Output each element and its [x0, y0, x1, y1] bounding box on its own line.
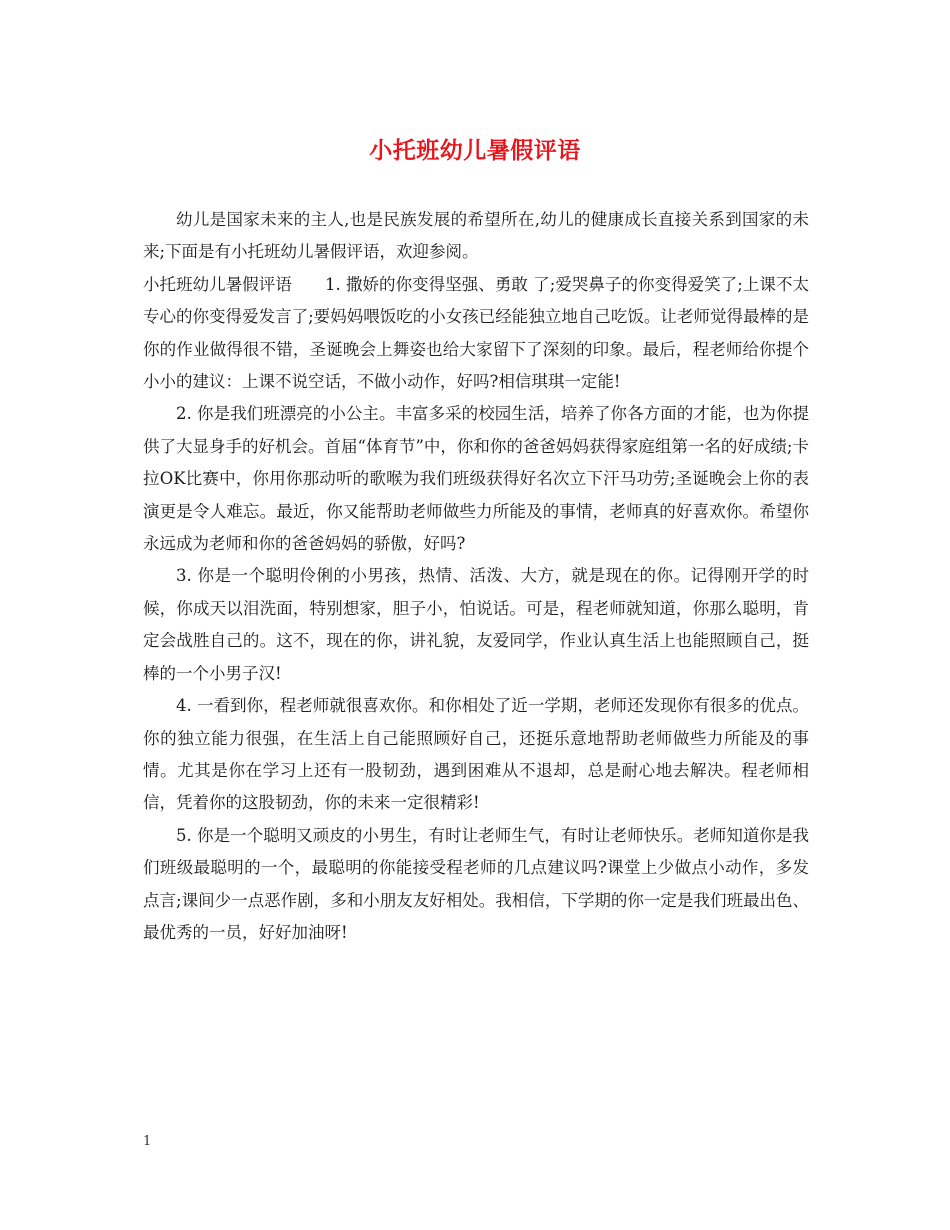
page-number: 1	[143, 1134, 152, 1149]
intro-paragraph: 幼儿是国家未来的主人,也是民族发展的希望所在,幼儿的健康成长直接关系到国家的未来;下面是有小托班幼儿暑假评语，欢迎参阅。	[143, 210, 809, 262]
document-body	[143, 204, 809, 949]
comment-paragraph-3: 3. 你是一个聪明伶俐的小男孩，热情、活泼、大方，就是现在的你。记得刚开学的时候，你成天以泪洗面，特别想家，胆子小，怕说话。可是，程老师就知道，你那么聪明，肯定会战胜自己的。这不，现在的你，讲礼貌，友爱同学，作业认真生活上也能照顾自己，挺棒的一个小男子汉!	[143, 566, 809, 683]
comment-paragraph-1: 小托班幼儿暑假评语 1. 撒娇的你变得坚强、勇敢 了;爱哭鼻子的你变得爱笑了;上课不太专心的你变得爱发言了;要妈妈喂饭吃的小女孩已经能独立地自己吃饭。让老师觉得最棒的是你的作业做得很不错，圣诞晚会上舞姿也给大家留下了深刻的印象。最后，程老师给你提个小小的建议：上课不说空话，不做小动作，好吗?相信琪琪一定能!	[143, 274, 809, 392]
comment-paragraph-2: 2. 你是我们班漂亮的小公主。丰富多采的校园生活，培养了你各方面的才能，也为你提供了大显身手的好机会。首届“体育节”中，你和你的爸爸妈妈获得家庭组第一名的好成绩;卡拉OK比赛中，你用你那动听的歌喉为我们班级获得好名次立下汗马功劳;圣诞晚会上你的表演更是令人难忘。最近，你又能帮助老师做些力所能及的事情，老师真的好喜欢你。希望你永远成为老师和你的爸爸妈妈的骄傲，好吗?	[143, 404, 809, 554]
comment-paragraph-5: 5. 你是一个聪明又顽皮的小男生，有时让老师生气，有时让老师快乐。老师知道你是我们班级最聪明的一个，最聪明的你能接受程老师的几点建议吗?课堂上少做点小动作，多发点言;课间少一点恶作剧，多和小朋友友好相处。我相信，下学期的你一定是我们班最出色、最优秀的一员，好好加油呀!	[143, 825, 809, 942]
comment-paragraph-4: 4. 一看到你，程老师就很喜欢你。和你相处了近一学期，老师还发现你有很多的优点。你的独立能力很强，在生活上自己能照顾好自己，还挺乐意地帮助老师做些力所能及的事情。尤其是你在学习上还有一股韧劲，遇到困难从不退却，总是耐心地去解决。程老师相信，凭着你的这股韧劲，你的未来一定很精彩!	[143, 696, 809, 813]
document-title: 小托班幼儿暑假评语	[369, 137, 581, 164]
